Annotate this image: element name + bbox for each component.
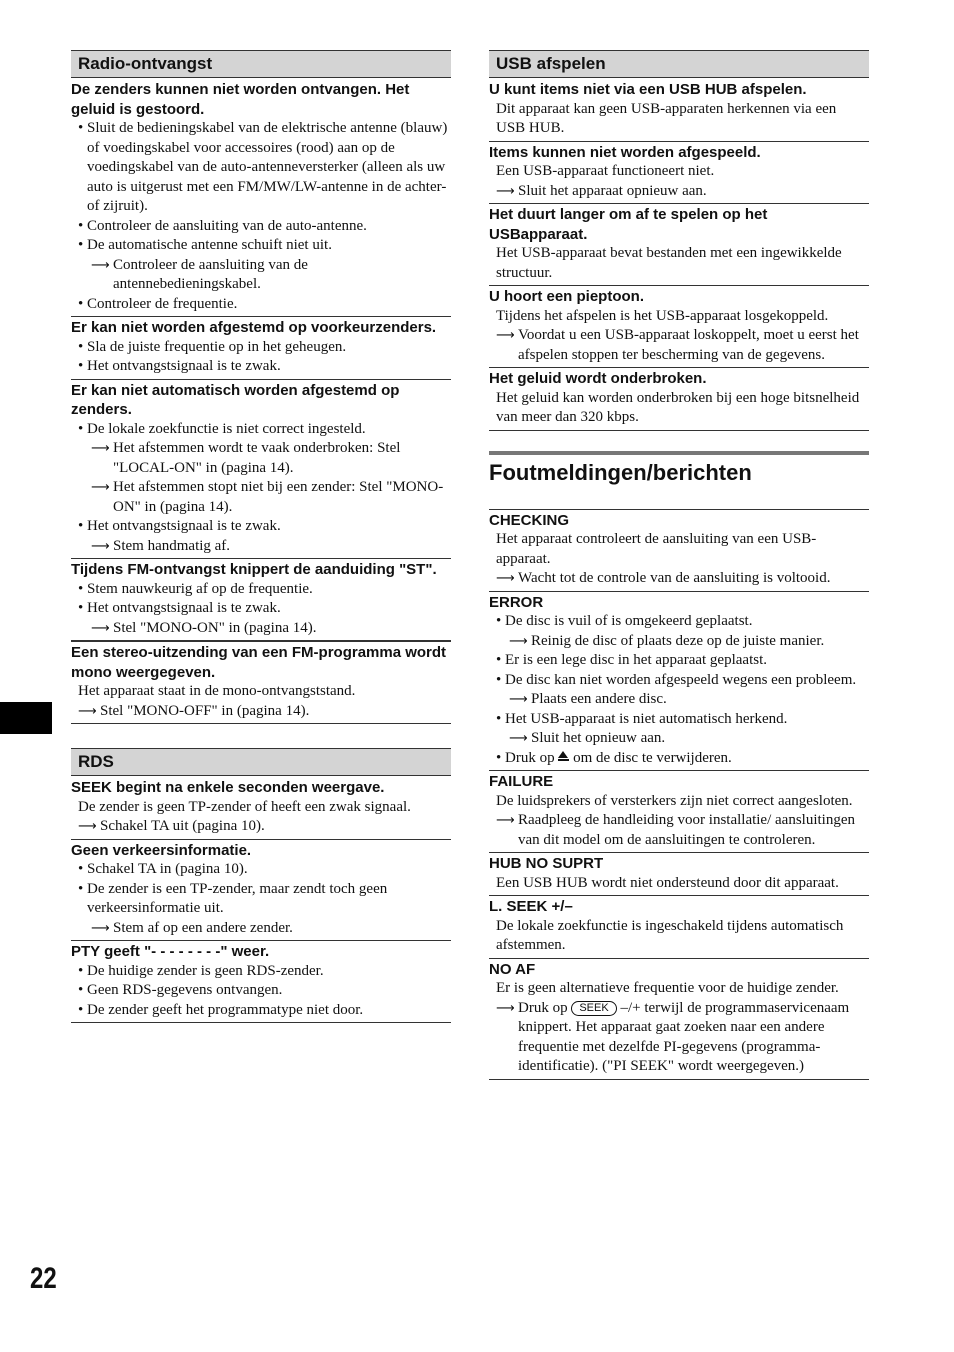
right-column (489, 50, 869, 1080)
chapter-tab (0, 702, 52, 734)
question: Tijdens FM-ontvangst knippert de aanduiding "ST". (71, 561, 437, 578)
bullet: • De lokale zoekfunctie is niet correct ingesteld. (71, 420, 451, 440)
question: Het geluid wordt onderbroken. (489, 370, 707, 387)
text: Tijdens het afspelen is het USB-apparaat losgekoppeld. (496, 307, 829, 324)
section-heading-errors: Foutmeldingen/berichten (489, 451, 869, 487)
text: De luidsprekers of versterkers zijn niet correct aangesloten. (496, 792, 853, 809)
text: Er is geen alternatieve frequentie voor de huidige zender. (496, 980, 839, 996)
bullet: • De automatische antenne schuift niet uit. (71, 236, 451, 256)
entry-error (489, 592, 869, 772)
message-code: CHECKING (489, 511, 570, 529)
arrow-icon: ⟶ (496, 813, 515, 828)
arrow-icon: ⟶ (91, 538, 110, 554)
arrow-icon: ⟶ (91, 441, 110, 456)
answer: ⟶ Stem handmatig af. (71, 537, 451, 557)
arrow-icon: ⟶ (509, 692, 528, 707)
bullet: • Het ontvangstsignaal is te zwak. (71, 517, 451, 537)
entry-no-af (489, 959, 869, 1080)
answer: ⟶ Druk op SEEK –/+ terwijl de programmaservicenaam knippert. Het apparaat gaat zoeken naar een andere frequentie met dezelfde PI-gegevens (programma-identificatie). ("PI SEEK" wordt weergegeven.) (496, 999, 850, 1074)
answer: ⟶ Sluit het opnieuw aan. (489, 729, 869, 749)
bullet: • De zender is een TP-zender, maar zendt toch geen verkeersinformatie uit. (71, 880, 451, 919)
entry-failure (489, 771, 869, 853)
question: De zenders kunnen niet worden ontvangen. Het geluid is gestoord. (71, 81, 410, 118)
entry-no-traffic-info (71, 840, 451, 942)
entry-no-reception (71, 79, 451, 317)
question: Er kan niet worden afgestemd op voorkeurzenders. (71, 319, 437, 336)
question: Items kunnen niet worden afgespeeld. (489, 143, 761, 161)
arrow-icon: ⟶ (509, 633, 528, 649)
answer: ⟶ Controleer de aansluiting van de antennebedieningskabel. (91, 256, 308, 292)
answer: ⟶ Voordat u een USB-apparaat loskoppelt, moet u eerst het afspelen stoppen ter bescherming van de gegevens. (496, 327, 859, 363)
entry-usb-hub (489, 79, 869, 142)
bullet: • Het USB-apparaat is niet automatisch herkend. (489, 710, 869, 730)
bullet: • Sla de juiste frequentie op in het geheugen. (71, 338, 451, 358)
answer: ⟶ Stem af op een andere zender. (71, 919, 451, 939)
entry-stereo-as-mono (71, 641, 451, 724)
page-number: 22 (30, 1262, 57, 1295)
text: Het geluid kan worden onderbroken bij een hoge bitsnelheid van meer dan 320 kbps. (496, 389, 860, 425)
question: U hoort een pieptoon. (489, 288, 644, 305)
arrow-icon: ⟶ (509, 731, 528, 746)
bullet: • Sluit de bedieningskabel van de elektrische antenne (blauw) of voedingskabel voor accessoires (rood) aan op de voedingskabel van de auto-antenneversterker (alleen als uw auto is uitgerust met een FM/MW/LW-antenne in de achter- of zijruit). (71, 119, 451, 217)
text: De lokale zoekfunctie is ingeschakeld tijdens automatisch afstemmen. (496, 917, 844, 953)
answer: ⟶ Het afstemmen stopt niet bij een zender: Stel "MONO-ON" in (pagina 14). (91, 479, 444, 515)
bullet: • Schakel TA in (pagina 10). (71, 860, 451, 880)
bullet: • Het ontvangstsignaal is te zwak. (71, 357, 451, 377)
text: Dit apparaat kan geen USB-apparaten herkennen via een USB HUB. (496, 100, 837, 136)
entry-l-seek (489, 896, 869, 959)
arrow-icon: ⟶ (91, 480, 110, 495)
answer: ⟶ Sluit het apparaat opnieuw aan. (489, 182, 869, 202)
arrow-icon: ⟶ (91, 257, 110, 273)
bullet: • De zender geeft het programmatype niet door. (71, 1001, 451, 1021)
text: Een USB HUB wordt niet ondersteund door dit apparaat. (496, 874, 839, 891)
section-heading-rds: RDS (71, 748, 451, 776)
bullet: • De huidige zender is geen RDS-zender. (71, 962, 451, 982)
entry-no-preset (71, 317, 451, 380)
bullet: • Controleer de frequentie. (71, 295, 451, 315)
message-code: L. SEEK +/– (489, 898, 573, 915)
entry-seek-starts (71, 777, 451, 840)
arrow-icon: ⟶ (91, 920, 110, 936)
answer: ⟶ Schakel TA uit (pagina 10). (71, 817, 451, 837)
bullet: • Geen RDS-gegevens ontvangen. (71, 981, 451, 1001)
arrow-icon: ⟶ (496, 183, 515, 199)
entry-sound-interrupted (489, 368, 869, 431)
message-code: ERROR (489, 593, 544, 611)
entry-st-blinks (71, 559, 451, 641)
question: Een stereo-uitzending van een FM-programma wordt mono weergegeven. (71, 644, 447, 681)
answer: ⟶ Reinig de disc of plaats deze op de juiste manier. (489, 632, 869, 652)
bullet: • De disc is vuil of is omgekeerd geplaatst. (489, 612, 869, 632)
seek-key-icon: SEEK (571, 1001, 616, 1016)
entry-slow-playback (489, 204, 869, 286)
arrow-icon: ⟶ (78, 819, 97, 834)
entry-checking (489, 510, 869, 592)
bullet: • De disc kan niet worden afgespeeld wegens een probleem. (489, 671, 869, 691)
left-column (71, 50, 451, 1023)
entry-beep (489, 286, 869, 368)
question: PTY geeft "- - - - - - - -" weer. (71, 943, 270, 960)
answer: ⟶ Plaats een andere disc. (489, 690, 869, 710)
bullet: • Druk op om de disc te verwijderen. (489, 749, 869, 769)
text: Een USB-apparaat functioneert niet. (496, 163, 715, 179)
arrow-icon: ⟶ (91, 620, 110, 636)
text: Het apparaat controleert de aansluiting van een USB-apparaat. (496, 531, 817, 567)
question: Geen verkeersinformatie. (71, 841, 252, 859)
message-code: FAILURE (489, 773, 554, 790)
section-heading-usb: USB afspelen (489, 50, 869, 78)
eject-icon (558, 751, 569, 762)
entry-no-auto-tune (71, 380, 451, 560)
entry-items-not-played (489, 142, 869, 205)
arrow-icon: ⟶ (496, 571, 515, 586)
bullet: • Controleer de aansluiting van de auto-antenne. (71, 217, 451, 237)
answer: ⟶ Stel "MONO-OFF" in (pagina 14). (71, 702, 451, 722)
question: Het duurt langer om af te spelen op het USBapparaat. (489, 206, 768, 243)
question: Er kan niet automatisch worden afgestemd op zenders. (71, 381, 400, 418)
question: U kunt items niet via een USB HUB afspelen. (489, 81, 807, 98)
section-heading-radio: Radio-ontvangst (71, 50, 451, 78)
bullet: • Stem nauwkeurig af op de frequentie. (71, 580, 451, 600)
text: Het apparaat staat in de mono-ontvangststand. (78, 683, 356, 699)
answer: ⟶ Raadpleeg de handleiding voor installatie/ aansluitingen van dit model om de aansluitingen te controleren. (496, 812, 855, 848)
arrow-icon: ⟶ (496, 328, 515, 343)
text: De zender is geen TP-zender of heeft een zwak signaal. (78, 798, 411, 815)
entry-hub-no-suprt (489, 853, 869, 896)
message-code: HUB NO SUPRT (489, 855, 604, 872)
text: Het USB-apparaat bevat bestanden met een ingewikkelde structuur. (496, 245, 842, 281)
answer: ⟶ Stel "MONO-ON" in (pagina 14). (71, 619, 451, 639)
arrow-icon: ⟶ (78, 703, 97, 719)
question: SEEK begint na enkele seconden weergave. (71, 779, 385, 796)
bullet: • Er is een lege disc in het apparaat geplaatst. (489, 651, 869, 671)
answer: ⟶ Het afstemmen wordt te vaak onderbroken: Stel "LOCAL-ON" in (pagina 14). (91, 440, 401, 476)
bullet: • Het ontvangstsignaal is te zwak. (71, 599, 451, 619)
message-code: NO AF (489, 960, 536, 978)
entry-pty-dashes (71, 941, 451, 1023)
answer: ⟶ Wacht tot de controle van de aansluiting is voltooid. (489, 569, 869, 589)
arrow-icon: ⟶ (496, 1000, 515, 1016)
